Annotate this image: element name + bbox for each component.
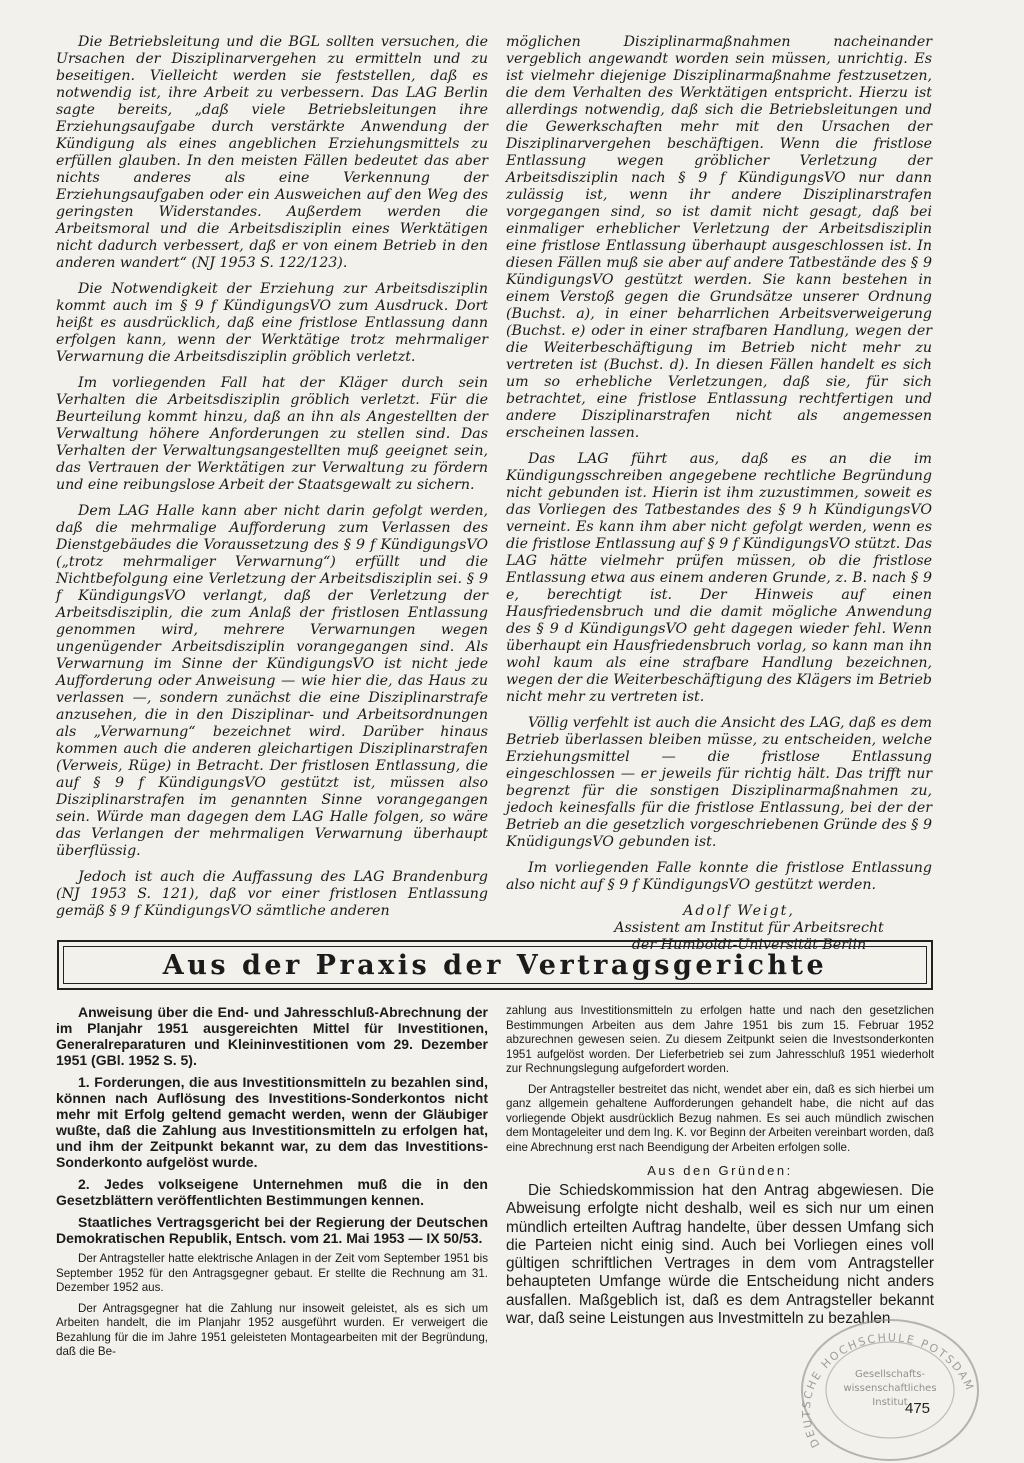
page-number: 475 [905, 1400, 931, 1417]
paragraph: Im vorliegenden Falle konnte die fristlose Entlassung also nicht auf § 9 f KündigungsVO gestützt werden. [506, 860, 932, 893]
guiding-principle-2: 2. Jedes volkseigene Unternehmen muß die in den Gesetzblättern veröffentlichten Bestimmungen kennen. [56, 1176, 488, 1208]
article-left-column [56, 34, 488, 929]
author-affiliation-line: Assistent am Institut für Arbeitsrecht [614, 920, 884, 936]
paragraph: Die Notwendigkeit der Erziehung zur Arbeitsdisziplin kommt auch im § 9 f KündigungsVO zum Ausdruck. Dort heißt es ausdrücklich, daß eine fristlose Entlassung dann erfolgen kann, wenn der Werktätige trotz mehrmaliger Verwarnung die Arbeitsdisziplin gröblich verletzt. [56, 281, 488, 365]
paragraph: Die Betriebsleitung und die BGL sollten versuchen, die Ursachen der Disziplinarvergehen zu ermitteln und zu beseitigen. Vielleicht werden sie feststellen, daß es notwendig ist, ihre Arbeit zu verbessern. Das LAG Berlin sagte bereits, „daß viele Betriebsleitungen ihre Erziehungsaufgabe durch verstärkte Anwendung der Kündigung als eines angeblichen Erziehungsmittels zu erfüllen glauben. In den meisten Fällen bedeutet das aber nichts anderes als eine Verkennung der Erziehungsaufgaben oder ein Ausweichen auf den Weg des geringsten Widerstandes. Außerdem werden die Arbeitsmoral und die Arbeitsdisziplin eines Werktätigen nicht dadurch verbessert, daß er von einem Betrieb in den anderen wandert“ (NJ 1953 S. 122/123). [56, 34, 488, 271]
paragraph: Im vorliegenden Fall hat der Kläger durch sein Verhalten die Arbeitsdisziplin gröblich verletzt. Für die Beurteilung kommt hinzu, daß an ihn als Angestellten der Verwaltung höhere Anforderungen zu stellen sind. Das Verhalten der Verwaltungsangestellten muß geeignet sein, das Vertrauen der Werktätigen zur Verwaltung zu fördern und eine reibungslose Arbeit der Staatsgewalt zu sichern. [56, 375, 488, 493]
decision-right-column [506, 1004, 934, 1328]
facts-paragraph: zahlung aus Investitionsmitteln zu erfolgen hatte und nach den gesetzlichen Bestimmungen Arbeiten aus dem Jahre 1951 bis zum 15. Februar 1952 abzurechnen gewesen seien. Zu diesem Zeitpunkt seien die Investsonderkonten 1951 aufgelöst worden. Der Lieferbetrieb sei zum Jahresschluß 1951 wiederholt zur Rechnungslegung aufgefordert worden. [506, 1004, 934, 1075]
court-citation: Staatliches Vertragsgericht bei der Regierung der Deutschen Demokratischen Republik, Entsch. vom 21. Mai 1953 — IX 50/53. [56, 1214, 488, 1246]
paragraph: Völlig verfehlt ist auch die Ansicht des LAG, daß es dem Betrieb überlassen bleiben müsse, zu entscheiden, welche Erziehungsmittel — die fristlose Entlassung eingeschlossen — er jeweils für richtig hält. Das trifft nur begrenzt für die sonstigen Disziplinarmaßnahmen zu, jedoch keinesfalls für die fristlose Entlassung, bei der der Betrieb an die gesetzlich vorgeschriebenen Gründe des § 9 KnüdigungsVO gebunden ist. [506, 715, 932, 850]
reasons-paragraph: Die Schiedskommission hat den Antrag abgewiesen. Die Abweisung erfolgte nicht deshalb, weil es sich nur um einen mündlich erteilten Auftrag handelte, über dessen Umfang sich die Parteien nicht einig sind. Auch bei Vorliegen eines voll gültigen schriftlichen Vertrages in dem vom Antragsteller behaupteten Umfange würde die Entscheidung nicht anders ausfallen. Maßgeblich ist, daß es dem Antragsteller bekannt war, daß seine Leistungen aus Investmitteln zu bezahlen [506, 1182, 934, 1328]
decision-left-column [56, 1004, 488, 1366]
reasons-heading: Aus den Gründen: [647, 1163, 793, 1178]
guiding-principle-1: 1. Forderungen, die aus Investitionsmitteln zu bezahlen sind, können nach Auflösung des Investitions-Sonderkontos nicht mehr mit Erfolg geltend gemacht werden, wenn der Gläubiger wußte, daß die Zahlung aus Investitionsmitteln zu erfolgen hat, und ihm der Zeitpunkt bekannt war, zu dem das Investitions-Sonderkonto aufgelöst wurde. [56, 1074, 488, 1170]
paragraph: Das LAG führt aus, daß es an die im Kündigungsschreiben angegebene rechtliche Begründung nicht gebunden ist. Hierin ist ihm zuzustimmen, soweit es das Vorliegen des Tatbestandes des § 9 h KündigungsVO verneint. Es kann ihm aber nicht gefolgt werden, wenn es die fristlose Entlassung auf § 9 f KündigungsVO stützt. Das LAG hätte vielmehr prüfen müssen, ob die fristlose Entlassung etwa aus einem anderen Grunde, z. B. nach § 9 e, berechtigt ist. Der Hinweis auf einen Hausfriedensbruch und die damit mögliche Anwendung des § 9 d KündigungsVO geht dagegen wieder fehl. Wenn überhaupt ein Hausfriedensbruch vorlag, so kann man ihn wohl kaum als eine strafbare Handlung bezeichnen, wegen der die Weiterbeschäftigung des Klägers im Betrieb nicht mehr zu vertreten ist. [506, 451, 932, 705]
paragraph: Jedoch ist auch die Auffassung des LAG Brandenburg (NJ 1953 S. 121), daß vor einer fristlosen Entlassung gemäß § 9 f KündigungsVO sämtliche anderen [56, 869, 488, 919]
author-name: Adolf Weigt, [683, 903, 795, 919]
author-affiliation-line: der Humboldt-Universität Berlin [631, 937, 867, 953]
facts-paragraph: Der Antragsteller bestreitet das nicht, wendet aber ein, daß es sich hierbei um ganz allgemein gehaltene Aufforderungen gehandelt habe, die nicht auf das vorliegende Objekt ausdrücklich Bezug nahmen. Es sei auch mündlich zwischen dem Montageleiter und dem Ing. K. vor Beginn der Arbeiten vereinbart worden, daß eine Abrechnung erst nach Beendigung der Arbeiten erfolgen solle. [506, 1082, 934, 1154]
facts-paragraph: Der Antragsteller hatte elektrische Anlagen in der Zeit vom September 1951 bis September 1952 für den Antragsgegner gebaut. Er stellte die Rechnung am 31. Dezember 1952 aus. [56, 1252, 488, 1294]
section-banner-inner [63, 946, 927, 984]
section-banner [57, 940, 933, 990]
paragraph: Dem LAG Halle kann aber nicht darin gefolgt werden, daß die mehrmalige Aufforderung zum Verlassen des Dienstgebäudes die Voraussetzung des § 9 f KündigungsVO („trotz mehrmaliger Verwarnung“) erfüllt und die Nichtbefolgung eine Verletzung der Arbeitsdisziplin sei. § 9 f KündigungsVO verlangt, daß der Verletzung der Arbeitsdisziplin, die zum Anlaß der fristlosen Entlassung genommen wird, mehrere Verwarnungen wegen ungenügender Arbeitsdisziplin vorangegangen sind. Als Verwarnung im Sinne der KündigungsVO ist nicht jede Aufforderung oder Anweisung — wie hier die, das Haus zu verlassen —, sondern zunächst die eine Disziplinarstrafe anzusehen, die in den Disziplinar- und Arbeitsordnungen als „Verwarnung“ bezeichnet wird. Darüber hinaus kommen auch die anderen gleichartigen Disziplinarstrafen (Verweis, Rüge) in Betracht. Der fristlosen Entlassung, die auf § 9 f KündigungsVO gestützt ist, müssen also Disziplinarstrafen im genannten Sinne vorangegangen sein. Würde man dagegen dem LAG Halle folgen, so wäre das Verlangen der mehrmaligen Verwarnung überhaupt überflüssig. [56, 503, 488, 859]
facts-paragraph: Der Antragsgegner hat die Zahlung nur insoweit geleistet, als es sich um Arbeiten handelt, die im Planjahr 1952 ausgeführt wurden. Er verweigert die Bezahlung für die im Jahre 1951 geleisteten Montagearbeiten mit der Begründung, daß die Be- [56, 1301, 488, 1358]
section-title: Aus der Praxis der Vertragsgerichte [162, 949, 828, 981]
stamp-inner-text: Gesellschafts- [854, 1369, 926, 1380]
library-stamp [790, 1295, 980, 1463]
stamp-outer-text: DEUTSCHE HOCHSCHULE POTSDAM [799, 1331, 977, 1450]
paragraph: möglichen Disziplinarmaßnahmen nacheinander vergeblich angewandt worden sein müssen, unrichtig. Es ist vielmehr diejenige Disziplinarmaßnahme festzusetzen, die dem Verhalten des Werktätigen entspricht. Hierzu ist allerdings notwendig, daß sich die Betriebsleitungen und die Gewerkschaften mehr mit den Ursachen der Disziplinarvergehen beschäftigen. Wenn die fristlose Entlassung wegen gröblicher Verletzung der Arbeitsdisziplin nach § 9 f KündigungsVO nur dann zulässig ist, wenn ihr andere Disziplinarstrafen vorgegangen sind, so ist damit nicht gesagt, daß bei einmaliger erheblicher Verletzung der Arbeitsdisziplin eine fristlose Entlassung überhaupt ausgeschlossen ist. In diesen Fällen muß sie aber auf andere Tatbestände des § 9 KündigungsVO gestützt werden. Sie kann bestehen in einem Verstoß gegen die Grundsätze unserer Ordnung (Buchst. a), in einer beharrlichen Arbeitsverweigerung (Buchst. e) oder in einer strafbaren Handlung, wegen der die Weiterbeschäftigung im Betrieb nicht mehr zu vertreten ist (Buchst. d). In diesen Fällen handelt es sich um so erhebliche Verletzungen, daß sie, für sich betrachtet, eine fristlose Entlassung rechtfertigen und andere Disziplinarstrafen nicht als angemessen erscheinen lassen. [506, 34, 932, 441]
stamp-inner-text: wissenschaftliches [843, 1383, 937, 1394]
headnote: Anweisung über die End- und Jahresschluß-Abrechnung der im Planjahr 1951 ausgereichten Mittel für Investitionen, Generalreparaturen und Kleininvestitionen vom 29. Dezember 1951 (GBl. 1952 S. 5). [56, 1004, 488, 1068]
stamp-inner-text: Institut [872, 1397, 908, 1408]
article-right-column [506, 34, 932, 954]
